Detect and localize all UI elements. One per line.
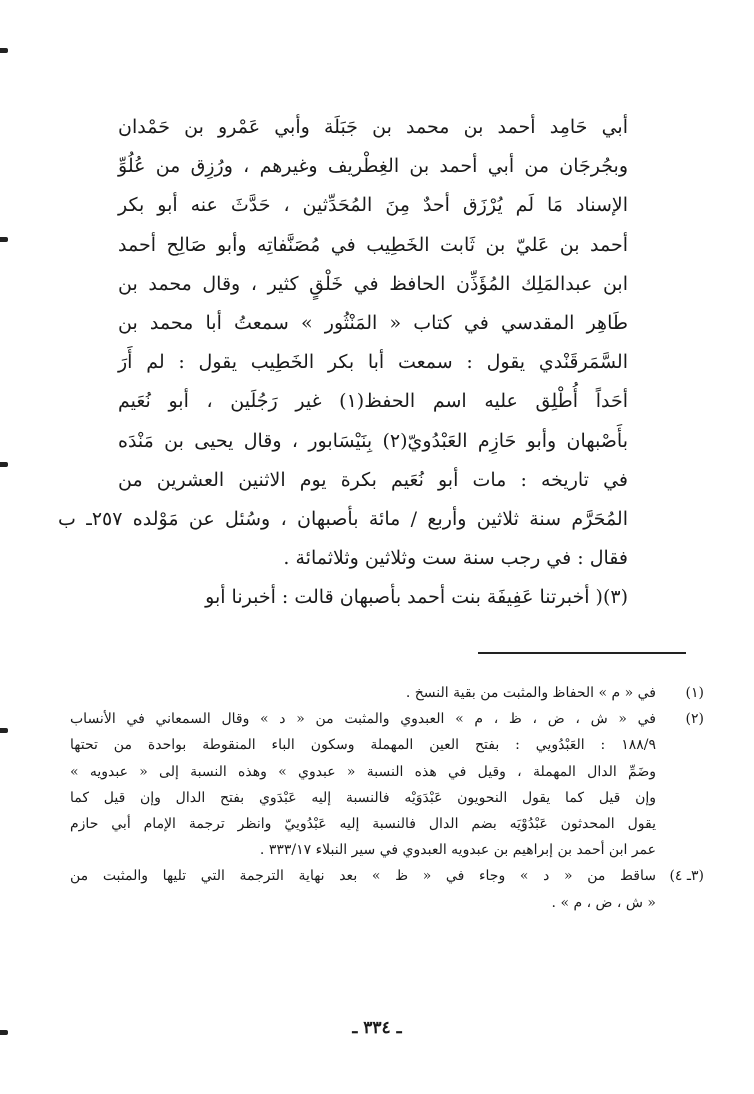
text-line: أبي حَامِد أحمد بن محمد بن جَبَلَة وأبي عَمْرو بن حَمْدان bbox=[118, 116, 628, 138]
scan-edge-mark bbox=[0, 237, 8, 242]
footnote bbox=[70, 863, 704, 915]
scan-edge-mark bbox=[0, 48, 8, 53]
text-line-with-folio-marker: المُحَرَّم سنة ثلاثين وأربع / مائة بأصبهان ، وسُئل عن مَوْلده ٢٥٧ـ ب bbox=[58, 508, 628, 531]
footnote-line: ساقط من « د » وجاء في « ظ » بعد نهاية الترجمة التي تليها والمثبت من bbox=[70, 868, 656, 885]
footnote-line: يقول المحدثون عَبْدُوْيَه بضم الدال فالنسبة إليه عَبْدُوييّ وانظر ترجمة الإمام أبي حازم bbox=[70, 816, 656, 833]
text-line: أحَداً أُطْلِق عليه اسم الحفظ(١) غير رَجُلَين ، أبو نُعَيم bbox=[118, 390, 628, 413]
footnote-number: (١) bbox=[685, 685, 704, 701]
text-line: بأَصْبهان وأبو حَازِم العَبْدُويّ(٢) بِنَيْسَابور ، وقال يحيى بن مَنْدَه bbox=[118, 429, 628, 452]
footnote-line: في « ش ، ض ، ظ ، م » العبدوي والمثبت من « د » وقال السمعاني في الأنساب bbox=[70, 711, 656, 728]
page-number: ـ ٣٣٤ ـ bbox=[352, 1018, 402, 1038]
text-line: السَّمَرقَنْدي يقول : سمعت أبا بكر الخَطِيب يقول : لم أَرَ bbox=[118, 351, 628, 374]
text-line: في تاريخه : مات أبو نُعَيم بكرة يوم الاثنين العشرين من bbox=[118, 468, 628, 491]
footnote-text bbox=[70, 863, 656, 915]
footnote-line: وإن قيل كما يقول النحويون عَبْدَوَيْه فالنسبة إليه عَبْدَوي بفتح الدال وإن قيل كما bbox=[70, 789, 656, 806]
footnote-line: ١٨٨/٩ : العَبْدُويي : بفتح العين المهملة وسكون الباء المنقوطة بواحدة من تحتها bbox=[70, 737, 656, 754]
footnote-text bbox=[70, 706, 656, 863]
text-line: فقال : في رجب سنة ست وثلاثين وثلاثمائة . bbox=[283, 547, 628, 570]
footnote-line: عمر ابن أحمد بن إبراهيم بن عبدويه العبدوي في سير النبلاء ٣٣٣/١٧ . bbox=[259, 842, 656, 859]
footnote-line: « ش ، ض ، م » . bbox=[551, 894, 656, 911]
footnote-divider bbox=[478, 652, 686, 654]
footnote-number: (٣ـ ٤) bbox=[669, 868, 704, 885]
text-line: ابن عبدالمَلِك المُؤَذِّن الحافظ في خَلْقٍ كثير ، وقال محمد بن bbox=[118, 272, 628, 295]
scan-edge-mark bbox=[0, 462, 8, 467]
footnote bbox=[70, 680, 704, 706]
text-line: وبجُرجَان من أبي أحمد بن الغِطْريف وغيرهم ، ورُزِق من عُلُوِّ bbox=[118, 155, 628, 178]
text-line: الإسناد مَا لَم يُرْزَق أحدٌ مِنَ المُحَدِّثين ، حَدَّثَ عنه أبو بكر bbox=[118, 194, 628, 217]
main-text-block bbox=[58, 108, 628, 618]
footnote bbox=[70, 706, 704, 863]
footnotes bbox=[70, 680, 704, 916]
footnote-number: (٢) bbox=[685, 711, 704, 728]
footnote-line: في « م » الحفاظ والمثبت من بقية النسخ . bbox=[405, 685, 656, 701]
footnote-text bbox=[70, 680, 656, 706]
footnote-line: وضَمِّ الدال المهملة ، وقيل في هذه النسبة « عبدوي » وهذه النسبة إلى « عبدويه » bbox=[70, 763, 656, 780]
scan-edge-mark bbox=[0, 728, 8, 733]
text-line: أحمد بن عَليّ بن ثَابت الخَطِيب في مُصَنَّفاتِه وأبو صَالِح أحمد bbox=[118, 233, 628, 256]
text-line: (٣)( أخبرتنا عَفِيفَة بنت أحمد بأصبهان قالت : أخبرنا أبو bbox=[205, 586, 628, 609]
text-line: طَاهِر المقدسي في كتاب « المَنْثُور » سمعتُ أبا محمد بن bbox=[118, 312, 628, 335]
